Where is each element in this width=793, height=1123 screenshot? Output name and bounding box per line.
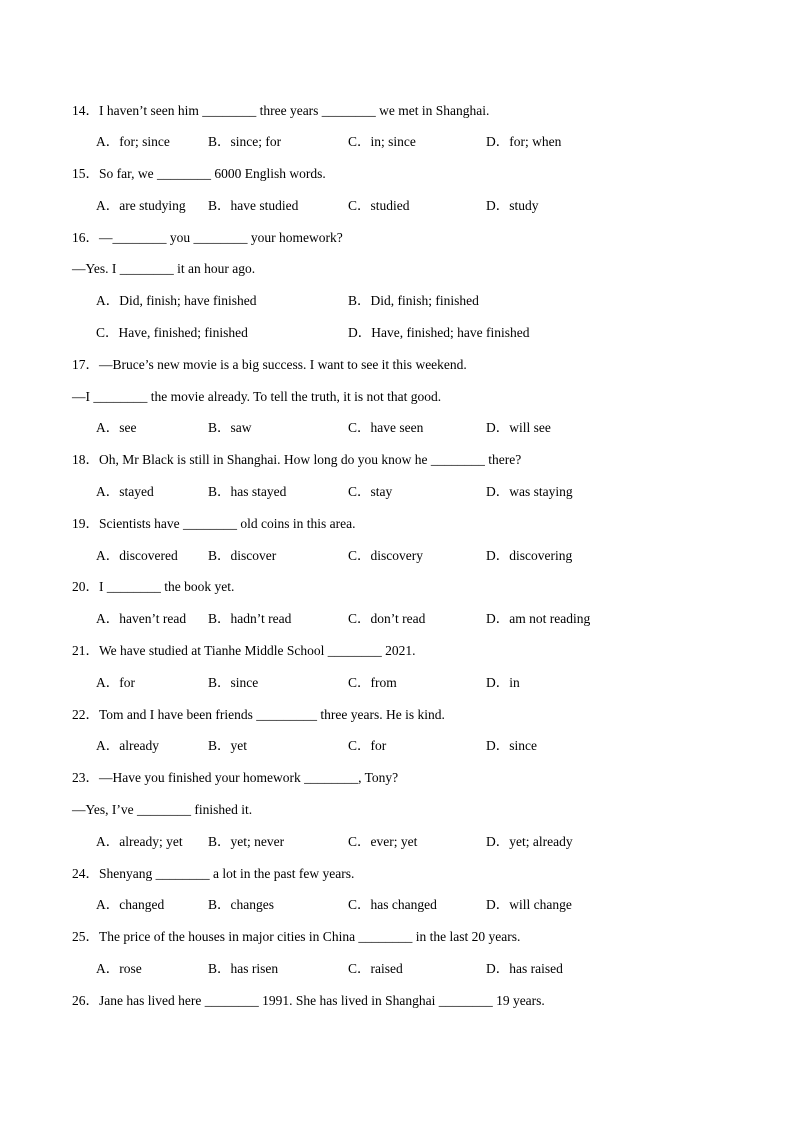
question-21-option-c: C．from xyxy=(348,675,397,690)
question-23-option-b: B．yet; never xyxy=(208,834,285,849)
question-21-option-b: B．since xyxy=(208,675,259,690)
question-26-stem: 26．Jane has lived here ________ 1991. She has lived in Shanghai ________ 19 years. xyxy=(72,993,545,1008)
question-23-option-d: D．yet; already xyxy=(486,834,573,849)
question-15-option-d: D．study xyxy=(486,198,539,213)
question-15-option-b: B．have studied xyxy=(208,198,299,213)
question-17-option-b: B．saw xyxy=(208,420,252,435)
question-14-stem: 14．I haven’t seen him ________ three years ________ we met in Shanghai. xyxy=(72,103,490,118)
question-16-option-d: D．Have, finished; have finished xyxy=(348,325,530,340)
question-22-option-a: A．already xyxy=(96,738,159,753)
question-14-option-c: C．in; since xyxy=(348,134,416,149)
question-19-option-d: D．discovering xyxy=(486,548,573,563)
question-20-stem: 20．I ________ the book yet. xyxy=(72,579,235,594)
question-25-stem: 25．The price of the houses in major cities in China ________ in the last 20 years. xyxy=(72,929,521,944)
question-17-option-d: D．will see xyxy=(486,420,551,435)
question-21-option-d: D．in xyxy=(486,675,520,690)
question-25-option-a: A．rose xyxy=(96,961,142,976)
question-21-stem: 21．We have studied at Tianhe Middle School ________ 2021. xyxy=(72,643,416,658)
question-19-option-a: A．discovered xyxy=(96,548,178,563)
question-15-option-c: C．studied xyxy=(348,198,410,213)
question-25-option-d: D．has raised xyxy=(486,961,563,976)
question-23-option-c: C．ever; yet xyxy=(348,834,418,849)
question-23-stem: 23．—Have you finished your homework ________, Tony? xyxy=(72,770,399,785)
question-25-option-b: B．has risen xyxy=(208,961,279,976)
question-24-option-a: A．changed xyxy=(96,897,165,912)
question-19-option-b: B．discover xyxy=(208,548,277,563)
question-23-reply: —Yes, I’ve ________ finished it. xyxy=(72,802,253,817)
question-16-option-c: C．Have, finished; finished xyxy=(96,325,248,340)
question-15-stem: 15．So far, we ________ 6000 English words. xyxy=(72,166,326,181)
question-22-option-d: D．since xyxy=(486,738,537,753)
question-16-stem: 16．—________ you ________ your homework? xyxy=(72,230,343,245)
question-16-reply: —Yes. I ________ it an hour ago. xyxy=(72,261,256,276)
question-18-option-c: C．stay xyxy=(348,484,393,499)
question-24-option-c: C．has changed xyxy=(348,897,437,912)
question-19-option-c: C．discovery xyxy=(348,548,423,563)
question-18-option-a: A．stayed xyxy=(96,484,154,499)
question-15-option-a: A．are studying xyxy=(96,198,186,213)
question-16-option-b: B．Did, finish; finished xyxy=(348,293,479,308)
question-20-option-a: A．haven’t read xyxy=(96,611,187,626)
question-17-stem: 17．—Bruce’s new movie is a big success. I want to see it this weekend. xyxy=(72,357,467,372)
question-24-option-b: B．changes xyxy=(208,897,274,912)
question-21-option-a: A．for xyxy=(96,675,135,690)
question-18-stem: 18．Oh, Mr Black is still in Shanghai. How long do you know he ________ there? xyxy=(72,452,522,467)
question-20-option-b: B．hadn’t read xyxy=(208,611,292,626)
question-14-option-b: B．since; for xyxy=(208,134,282,149)
question-20-option-c: C．don’t read xyxy=(348,611,426,626)
question-20-option-d: D．am not reading xyxy=(486,611,591,626)
question-14-option-a: A．for; since xyxy=(96,134,170,149)
question-18-option-b: B．has stayed xyxy=(208,484,287,499)
question-19-stem: 19．Scientists have ________ old coins in this area. xyxy=(72,516,356,531)
question-23-option-a: A．already; yet xyxy=(96,834,183,849)
question-14-option-d: D．for; when xyxy=(486,134,562,149)
question-17-option-c: C．have seen xyxy=(348,420,424,435)
question-24-option-d: D．will change xyxy=(486,897,572,912)
question-17-reply: —I ________ the movie already. To tell the truth, it is not that good. xyxy=(72,389,442,404)
question-16-option-a: A．Did, finish; have finished xyxy=(96,293,257,308)
question-25-option-c: C．raised xyxy=(348,961,403,976)
question-17-option-a: A．see xyxy=(96,420,137,435)
question-18-option-d: D．was staying xyxy=(486,484,573,499)
question-22-option-c: C．for xyxy=(348,738,387,753)
question-22-option-b: B．yet xyxy=(208,738,247,753)
question-22-stem: 22．Tom and I have been friends _________ three years. He is kind. xyxy=(72,707,445,722)
question-24-stem: 24．Shenyang ________ a lot in the past few years. xyxy=(72,866,355,881)
